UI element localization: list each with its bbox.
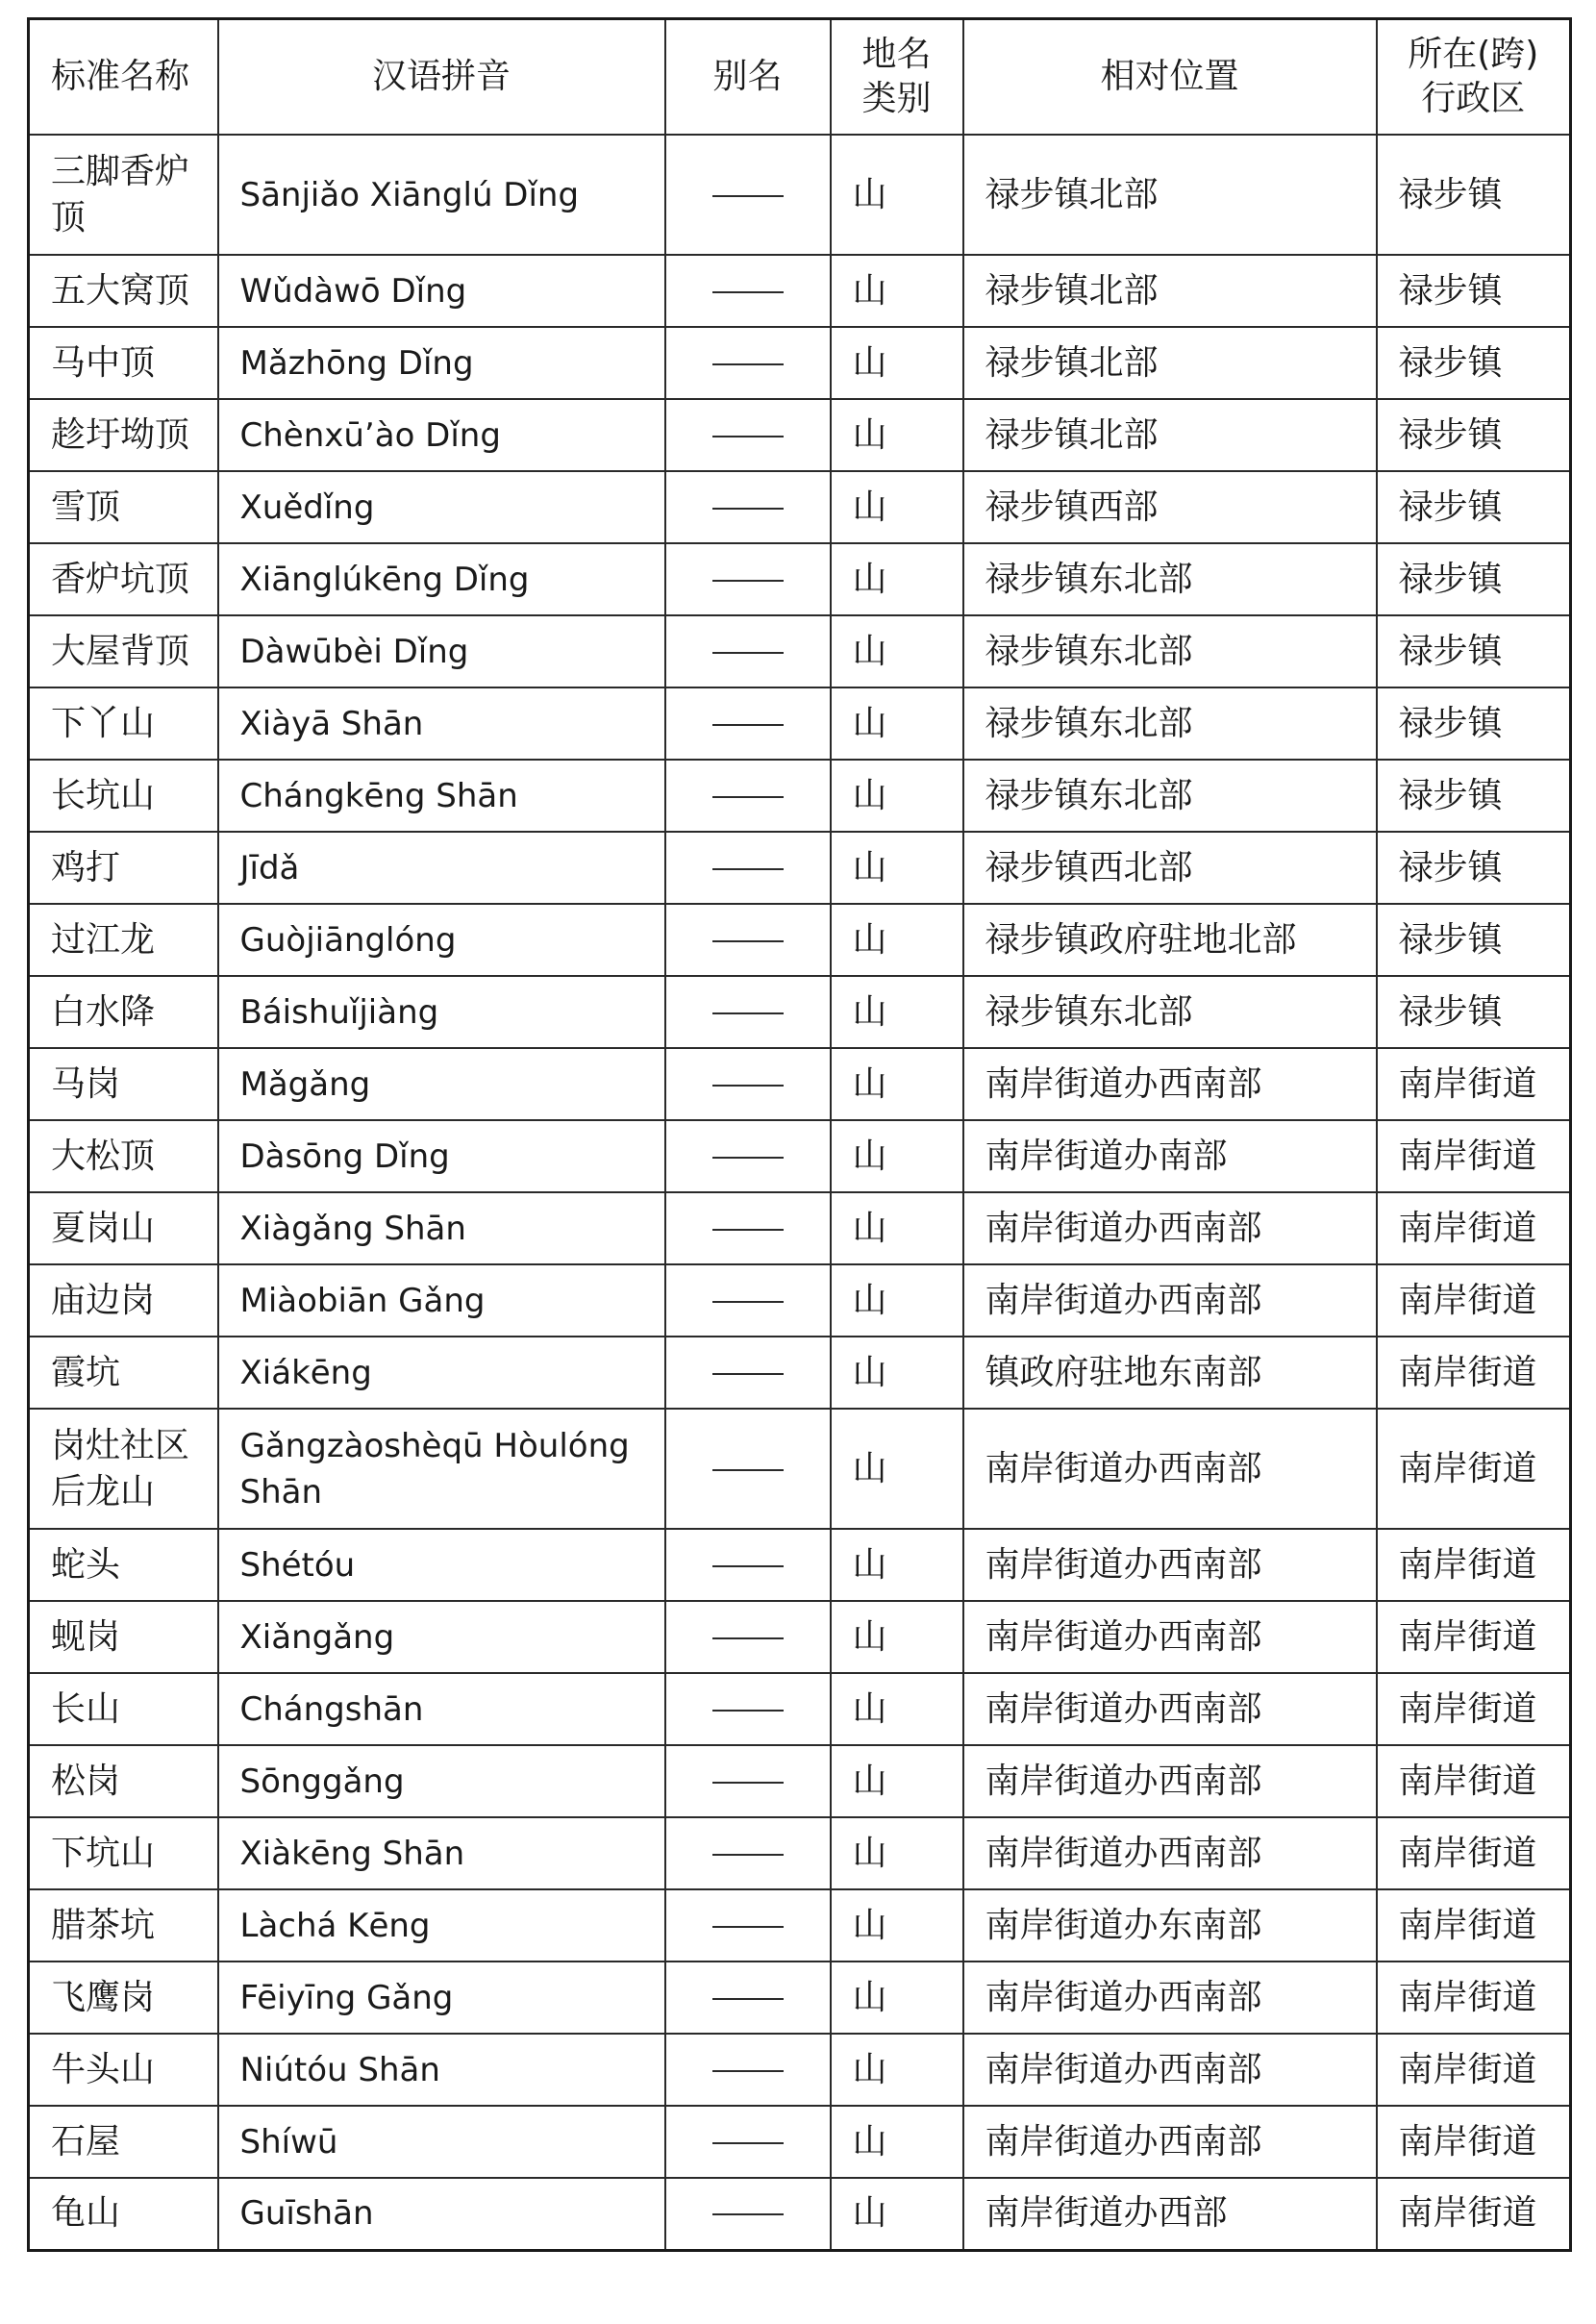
cell-alias <box>665 1337 831 1409</box>
cell-alias <box>665 399 831 471</box>
cell-district: 南岸街道 <box>1377 1048 1571 1120</box>
table-row <box>29 976 1571 1048</box>
alias-dash <box>712 1998 784 2000</box>
alias-dash <box>712 436 784 437</box>
cell-pinyin: Guīshān <box>218 2178 665 2250</box>
alias-dash <box>712 1301 784 1303</box>
cell-pinyin: Báishuǐjiàng <box>218 976 665 1048</box>
cell-alias <box>665 1673 831 1745</box>
cell-district: 禄步镇 <box>1377 399 1571 471</box>
cell-category: 山 <box>831 2106 963 2178</box>
cell-relative-position: 南岸街道办西南部 <box>963 1601 1377 1673</box>
table-row <box>29 1048 1571 1120</box>
cell-district: 南岸街道 <box>1377 2178 1571 2250</box>
cell-alias <box>665 1745 831 1817</box>
cell-alias <box>665 471 831 543</box>
alias-dash <box>712 868 784 870</box>
cell-alias <box>665 615 831 687</box>
cell-pinyin: Sānjiǎo Xiānglú Dǐng <box>218 135 665 255</box>
table-row <box>29 1409 1571 1529</box>
cell-standard-name: 飞鹰岗 <box>29 1962 218 2034</box>
table-row <box>29 1192 1571 1264</box>
cell-category: 山 <box>831 399 963 471</box>
cell-alias <box>665 1889 831 1962</box>
alias-dash <box>712 1710 784 1712</box>
cell-category: 山 <box>831 1120 963 1192</box>
cell-standard-name: 下丫山 <box>29 687 218 760</box>
cell-alias <box>665 904 831 976</box>
alias-dash <box>712 363 784 365</box>
cell-relative-position: 南岸街道办西南部 <box>963 1192 1377 1264</box>
table-row <box>29 327 1571 399</box>
cell-standard-name: 五大窝顶 <box>29 255 218 327</box>
cell-category: 山 <box>831 1673 963 1745</box>
cell-relative-position: 禄步镇东北部 <box>963 760 1377 832</box>
cell-alias <box>665 1601 831 1673</box>
cell-relative-position: 禄步镇西部 <box>963 471 1377 543</box>
cell-category: 山 <box>831 976 963 1048</box>
cell-relative-position: 禄步镇东北部 <box>963 543 1377 615</box>
cell-district: 禄步镇 <box>1377 135 1571 255</box>
cell-relative-position: 南岸街道办南部 <box>963 1120 1377 1192</box>
cell-district: 南岸街道 <box>1377 1120 1571 1192</box>
cell-relative-position: 南岸街道办西南部 <box>963 1264 1377 1337</box>
place-name-table <box>27 17 1572 2252</box>
cell-alias <box>665 976 831 1048</box>
cell-alias <box>665 2106 831 2178</box>
cell-alias <box>665 832 831 904</box>
cell-pinyin: Xiàkēng Shān <box>218 1817 665 1889</box>
cell-relative-position: 南岸街道办西部 <box>963 2178 1377 2250</box>
cell-relative-position: 南岸街道办西南部 <box>963 1529 1377 1601</box>
alias-dash <box>712 796 784 798</box>
table-row <box>29 1889 1571 1962</box>
cell-relative-position: 南岸街道办西南部 <box>963 1817 1377 1889</box>
alias-dash <box>712 1229 784 1231</box>
cell-relative-position: 南岸街道办西南部 <box>963 1048 1377 1120</box>
cell-category: 山 <box>831 1962 963 2034</box>
cell-category: 山 <box>831 1048 963 1120</box>
cell-district: 禄步镇 <box>1377 543 1571 615</box>
cell-pinyin: Xiǎngǎng <box>218 1601 665 1673</box>
cell-pinyin: Xiàgǎng Shān <box>218 1192 665 1264</box>
table-row <box>29 1337 1571 1409</box>
cell-standard-name: 蚬岗 <box>29 1601 218 1673</box>
cell-alias <box>665 687 831 760</box>
cell-relative-position: 禄步镇西北部 <box>963 832 1377 904</box>
header-row <box>29 19 1571 136</box>
table-row <box>29 543 1571 615</box>
cell-category: 山 <box>831 2034 963 2106</box>
cell-district: 禄步镇 <box>1377 471 1571 543</box>
table-row <box>29 1529 1571 1601</box>
cell-district: 南岸街道 <box>1377 1745 1571 1817</box>
alias-dash <box>712 1637 784 1639</box>
cell-district: 南岸街道 <box>1377 1817 1571 1889</box>
cell-district: 南岸街道 <box>1377 1337 1571 1409</box>
cell-pinyin: Shíwū <box>218 2106 665 2178</box>
cell-district: 禄步镇 <box>1377 904 1571 976</box>
cell-pinyin: Dàsōng Dǐng <box>218 1120 665 1192</box>
table-row <box>29 2178 1571 2250</box>
cell-standard-name: 蛇头 <box>29 1529 218 1601</box>
cell-pinyin: Sōnggǎng <box>218 1745 665 1817</box>
table-row <box>29 2034 1571 2106</box>
cell-standard-name: 腊茶坑 <box>29 1889 218 1962</box>
table-row <box>29 135 1571 255</box>
table-row <box>29 832 1571 904</box>
cell-pinyin: Fēiyīng Gǎng <box>218 1962 665 2034</box>
header-standard-name: 标准名称 <box>29 19 218 136</box>
cell-alias <box>665 1529 831 1601</box>
cell-district: 禄步镇 <box>1377 687 1571 760</box>
cell-category: 山 <box>831 687 963 760</box>
alias-dash <box>712 1373 784 1375</box>
cell-standard-name: 下坑山 <box>29 1817 218 1889</box>
alias-dash <box>712 1469 784 1471</box>
cell-relative-position: 南岸街道办西南部 <box>963 1673 1377 1745</box>
cell-pinyin: Mǎzhōng Dǐng <box>218 327 665 399</box>
cell-standard-name: 白水降 <box>29 976 218 1048</box>
header-pinyin: 汉语拼音 <box>218 19 665 136</box>
cell-alias <box>665 1817 831 1889</box>
cell-category: 山 <box>831 1409 963 1529</box>
cell-alias <box>665 1048 831 1120</box>
cell-relative-position: 禄步镇北部 <box>963 399 1377 471</box>
cell-relative-position: 南岸街道办西南部 <box>963 2106 1377 2178</box>
cell-relative-position: 南岸街道办西南部 <box>963 1409 1377 1529</box>
table-row <box>29 760 1571 832</box>
table-row <box>29 687 1571 760</box>
cell-category: 山 <box>831 2178 963 2250</box>
cell-pinyin: Xiákēng <box>218 1337 665 1409</box>
cell-district: 南岸街道 <box>1377 1889 1571 1962</box>
cell-standard-name: 长坑山 <box>29 760 218 832</box>
cell-category: 山 <box>831 832 963 904</box>
cell-alias <box>665 1409 831 1529</box>
cell-category: 山 <box>831 255 963 327</box>
alias-dash <box>712 195 784 197</box>
alias-dash <box>712 508 784 510</box>
cell-pinyin: Dàwūbèi Dǐng <box>218 615 665 687</box>
cell-district: 禄步镇 <box>1377 976 1571 1048</box>
table-row <box>29 1601 1571 1673</box>
alias-dash <box>712 2142 784 2144</box>
cell-pinyin: Xiānglúkēng Dǐng <box>218 543 665 615</box>
cell-standard-name: 大屋背顶 <box>29 615 218 687</box>
cell-pinyin: Guòjiānglóng <box>218 904 665 976</box>
cell-district: 南岸街道 <box>1377 2034 1571 2106</box>
cell-district: 南岸街道 <box>1377 1529 1571 1601</box>
cell-district: 南岸街道 <box>1377 1409 1571 1529</box>
cell-pinyin: Chángkēng Shān <box>218 760 665 832</box>
header-district: 所在(跨)行政区 <box>1377 19 1571 136</box>
alias-dash <box>712 652 784 654</box>
cell-alias <box>665 135 831 255</box>
cell-pinyin: Xuědǐng <box>218 471 665 543</box>
alias-dash <box>712 2213 784 2215</box>
header-alias: 别名 <box>665 19 831 136</box>
cell-standard-name: 鸡打 <box>29 832 218 904</box>
cell-standard-name: 庙边岗 <box>29 1264 218 1337</box>
cell-standard-name: 龟山 <box>29 2178 218 2250</box>
alias-dash <box>712 1012 784 1014</box>
cell-alias <box>665 1192 831 1264</box>
cell-category: 山 <box>831 135 963 255</box>
cell-relative-position: 禄步镇东北部 <box>963 976 1377 1048</box>
table-row <box>29 1817 1571 1889</box>
table-row <box>29 399 1571 471</box>
alias-dash <box>712 1926 784 1928</box>
alias-dash <box>712 291 784 293</box>
cell-district: 禄步镇 <box>1377 760 1571 832</box>
table-row <box>29 1120 1571 1192</box>
cell-pinyin: Chángshān <box>218 1673 665 1745</box>
cell-standard-name: 石屋 <box>29 2106 218 2178</box>
cell-alias <box>665 327 831 399</box>
cell-pinyin: Jīdǎ <box>218 832 665 904</box>
table-row <box>29 1745 1571 1817</box>
cell-pinyin: Xiàyā Shān <box>218 687 665 760</box>
cell-category: 山 <box>831 1889 963 1962</box>
table-row <box>29 1962 1571 2034</box>
cell-alias <box>665 1264 831 1337</box>
cell-standard-name: 霞坑 <box>29 1337 218 1409</box>
cell-standard-name: 夏岗山 <box>29 1192 218 1264</box>
alias-dash <box>712 2070 784 2072</box>
cell-relative-position: 禄步镇北部 <box>963 135 1377 255</box>
cell-category: 山 <box>831 1601 963 1673</box>
cell-relative-position: 禄步镇北部 <box>963 327 1377 399</box>
cell-standard-name: 马岗 <box>29 1048 218 1120</box>
cell-district: 禄步镇 <box>1377 832 1571 904</box>
cell-standard-name: 过江龙 <box>29 904 218 976</box>
cell-relative-position: 禄步镇东北部 <box>963 615 1377 687</box>
cell-category: 山 <box>831 543 963 615</box>
cell-category: 山 <box>831 1529 963 1601</box>
alias-dash <box>712 940 784 942</box>
cell-relative-position: 禄步镇北部 <box>963 255 1377 327</box>
cell-standard-name: 香炉坑顶 <box>29 543 218 615</box>
header-relative-position: 相对位置 <box>963 19 1377 136</box>
cell-alias <box>665 543 831 615</box>
cell-pinyin: Làchá Kēng <box>218 1889 665 1962</box>
table-row <box>29 1264 1571 1337</box>
table-row <box>29 1673 1571 1745</box>
cell-standard-name: 马中顶 <box>29 327 218 399</box>
cell-pinyin: Mǎgǎng <box>218 1048 665 1120</box>
table-row <box>29 255 1571 327</box>
cell-category: 山 <box>831 1817 963 1889</box>
cell-category: 山 <box>831 1745 963 1817</box>
cell-pinyin: Miàobiān Gǎng <box>218 1264 665 1337</box>
cell-relative-position: 南岸街道办西南部 <box>963 2034 1377 2106</box>
alias-dash <box>712 1085 784 1087</box>
table-row <box>29 2106 1571 2178</box>
table-row <box>29 615 1571 687</box>
cell-district: 南岸街道 <box>1377 1673 1571 1745</box>
cell-category: 山 <box>831 327 963 399</box>
alias-dash <box>712 1157 784 1159</box>
cell-standard-name: 长山 <box>29 1673 218 1745</box>
cell-district: 禄步镇 <box>1377 327 1571 399</box>
alias-dash <box>712 1782 784 1784</box>
cell-relative-position: 禄步镇东北部 <box>963 687 1377 760</box>
cell-category: 山 <box>831 1337 963 1409</box>
cell-standard-name: 雪顶 <box>29 471 218 543</box>
cell-relative-position: 禄步镇政府驻地北部 <box>963 904 1377 976</box>
cell-relative-position: 南岸街道办西南部 <box>963 1962 1377 2034</box>
header-category: 地名类别 <box>831 19 963 136</box>
alias-dash <box>712 724 784 726</box>
cell-pinyin: Shétóu <box>218 1529 665 1601</box>
alias-dash <box>712 580 784 582</box>
cell-alias <box>665 2178 831 2250</box>
cell-district: 禄步镇 <box>1377 255 1571 327</box>
table-row <box>29 904 1571 976</box>
cell-alias <box>665 2034 831 2106</box>
cell-district: 南岸街道 <box>1377 1601 1571 1673</box>
cell-standard-name: 松岗 <box>29 1745 218 1817</box>
cell-standard-name: 大松顶 <box>29 1120 218 1192</box>
cell-relative-position: 南岸街道办东南部 <box>963 1889 1377 1962</box>
cell-standard-name: 牛头山 <box>29 2034 218 2106</box>
cell-category: 山 <box>831 904 963 976</box>
cell-district: 南岸街道 <box>1377 1192 1571 1264</box>
cell-alias <box>665 255 831 327</box>
cell-pinyin: Niútóu Shān <box>218 2034 665 2106</box>
cell-category: 山 <box>831 1192 963 1264</box>
cell-district: 禄步镇 <box>1377 615 1571 687</box>
table-row <box>29 471 1571 543</box>
cell-category: 山 <box>831 760 963 832</box>
alias-dash <box>712 1854 784 1856</box>
cell-pinyin: Wǔdàwō Dǐng <box>218 255 665 327</box>
alias-dash <box>712 1565 784 1567</box>
cell-alias <box>665 1120 831 1192</box>
cell-alias <box>665 1962 831 2034</box>
cell-standard-name: 岗灶社区后龙山 <box>29 1409 218 1529</box>
cell-pinyin: Chènxū’ào Dǐng <box>218 399 665 471</box>
cell-district: 南岸街道 <box>1377 1962 1571 2034</box>
cell-standard-name: 趁圩坳顶 <box>29 399 218 471</box>
cell-district: 南岸街道 <box>1377 2106 1571 2178</box>
cell-relative-position: 镇政府驻地东南部 <box>963 1337 1377 1409</box>
cell-standard-name: 三脚香炉顶 <box>29 135 218 255</box>
cell-relative-position: 南岸街道办西南部 <box>963 1745 1377 1817</box>
cell-pinyin: Gǎngzàoshèqū Hòulóng Shān <box>218 1409 665 1529</box>
cell-alias <box>665 760 831 832</box>
cell-category: 山 <box>831 615 963 687</box>
cell-category: 山 <box>831 471 963 543</box>
cell-category: 山 <box>831 1264 963 1337</box>
cell-district: 南岸街道 <box>1377 1264 1571 1337</box>
